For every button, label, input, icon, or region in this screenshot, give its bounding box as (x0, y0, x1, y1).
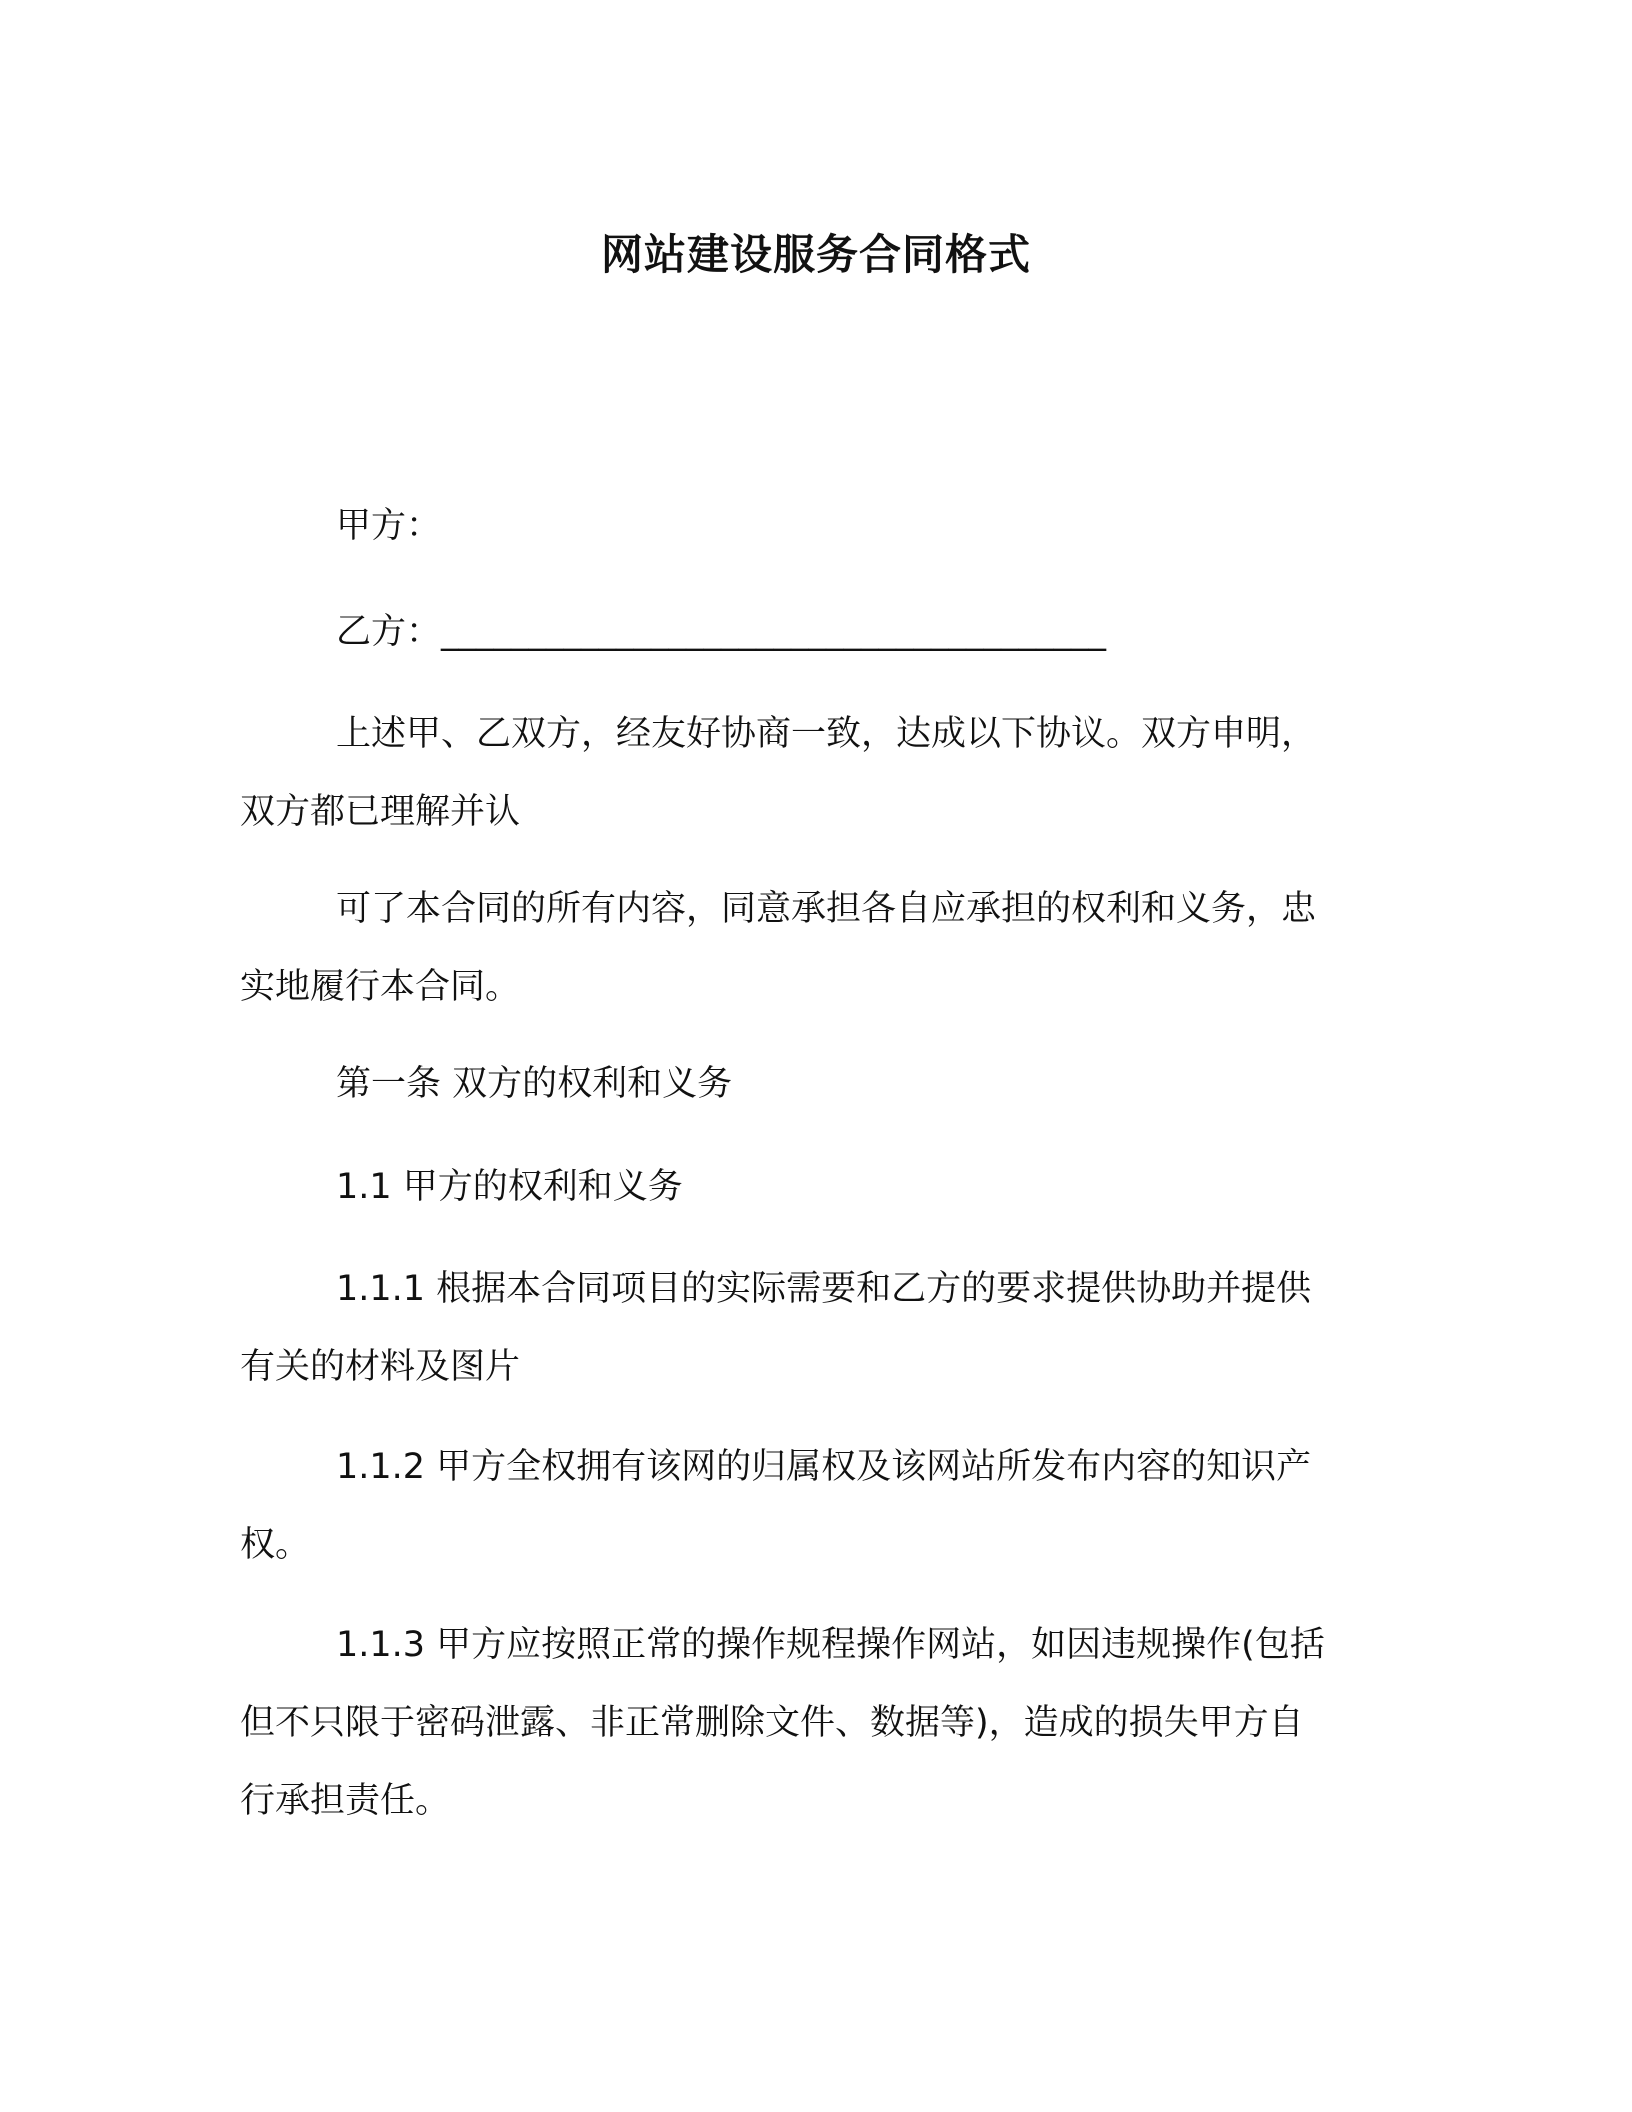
document-title: 网站建设服务合同格式 (600, 230, 1031, 279)
paragraph-line: 有关的材料及图片 (240, 1347, 521, 1387)
preamble-paragraph-2 (240, 870, 1400, 1026)
clause-1-1-1 (240, 1250, 1400, 1406)
clause-1-1-3 (240, 1606, 1400, 1840)
paragraph-line: 1.1.2 甲方全权拥有该网的归属权及该网站所发布内容的知识产 (336, 1447, 1312, 1487)
paragraph-line: 权。 (240, 1525, 311, 1565)
clause-1-1-2 (240, 1428, 1400, 1584)
paragraph-line: 实地履行本合同。 (240, 967, 521, 1007)
paragraph-line: 双方都已理解并认 (240, 792, 521, 832)
paragraph-line: 第一条 双方的权利和义务 (336, 1064, 733, 1104)
paragraph-line: 1.1.3 甲方应按照正常的操作规程操作网站，如因违规操作(包括 (336, 1625, 1325, 1665)
paragraph-line: 1.1 甲方的权利和义务 (336, 1167, 683, 1207)
paragraph-line: 行承担责任。 (240, 1781, 451, 1821)
paragraph-line: 但不只限于密码泄露、非正常删除文件、数据等)，造成的损失甲方自 (240, 1703, 1304, 1743)
paragraph-line: 上述甲、乙双方，经友好协商一致，达成以下协议。双方申明， (336, 714, 1317, 754)
party-b-line (240, 593, 1400, 671)
paragraph-line: 可了本合同的所有内容，同意承担各自应承担的权利和义务，忠 (336, 889, 1317, 929)
preamble-paragraph-1 (240, 695, 1400, 851)
article-1-heading (240, 1045, 1400, 1123)
paragraph-line: 1.1.1 根据本合同项目的实际需要和乙方的要求提供协助并提供 (336, 1269, 1312, 1309)
paragraph-line: 甲方： (336, 506, 442, 546)
party-a-line (240, 487, 1400, 565)
section-1-1-heading (240, 1148, 1400, 1226)
paragraph-line: 乙方：______________________________________ (336, 612, 1107, 652)
